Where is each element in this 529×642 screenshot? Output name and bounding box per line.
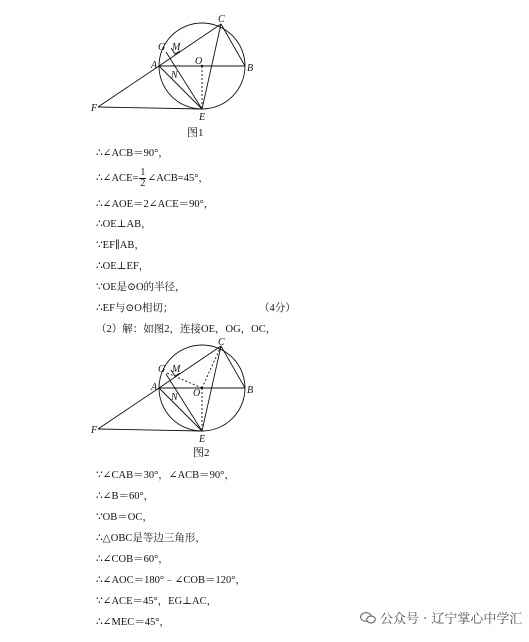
label-o: O (193, 388, 201, 399)
label-g: G (158, 364, 166, 375)
figure-1-caption: 图1 (187, 127, 204, 139)
label-a: A (151, 382, 158, 393)
solution-line-15: ∴∠AOC＝180°﹣∠COB＝120°， (96, 575, 246, 586)
label-f: F (91, 425, 98, 436)
label-c: C (218, 14, 225, 25)
label-n: N (171, 392, 178, 403)
fraction-half (139, 168, 146, 189)
label-m: M (172, 364, 181, 375)
watermark-text: 公众号 · 辽宁掌心中学汇 (380, 612, 523, 627)
solution-line-13: ∴△OBC是等边三角形， (96, 533, 206, 544)
solution-line-12: ∵OB＝OC， (96, 512, 153, 523)
label-b: B (247, 385, 254, 396)
solution-line-1: ∴∠ACB＝90°， (96, 148, 169, 159)
wechat-watermark (360, 608, 522, 627)
label-a: A (151, 60, 158, 71)
label-o: O (195, 56, 203, 67)
geometry-diagram-2 (88, 338, 258, 446)
solution-line-9: （2）解：如图2，连接OE，OG，OC， (96, 324, 277, 335)
solution-line-6: ∴OE⊥EF， (96, 261, 150, 272)
label-g: G (158, 42, 166, 53)
solution-line-8 (96, 300, 296, 315)
solution-line-16: ∵∠ACE＝45°，EG⊥AC， (96, 596, 218, 607)
label-e: E (199, 434, 206, 445)
solution-line-14: ∴∠COB＝60°， (96, 554, 169, 565)
label-b: B (247, 63, 254, 74)
figure-1 (88, 14, 258, 122)
solution-line-2 (96, 168, 209, 189)
label-m: M (172, 42, 181, 53)
figure-2 (88, 338, 258, 446)
solution-line-7: ∵OE是⊙O的半径， (96, 282, 186, 293)
line-2-prefix: ∴∠ACE= (96, 172, 139, 184)
solution-line-3: ∴∠AOE＝2∠ACE＝90°， (96, 199, 215, 210)
score-label: （4分） (259, 303, 296, 314)
solution-line-10: ∵∠CAB＝30°，∠ACB＝90°， (96, 470, 235, 481)
solution-line-11: ∴∠B＝60°， (96, 491, 155, 502)
line-2-suffix: ∠ACB=45°， (147, 172, 209, 184)
label-f: F (91, 103, 98, 114)
wechat-icon (360, 612, 376, 624)
label-e: E (199, 112, 206, 122)
line-8-text: ∴EF与⊙O相切； (96, 303, 174, 314)
solution-line-4: ∴OE⊥AB， (96, 219, 152, 230)
figure-2-caption: 图2 (193, 447, 210, 459)
label-n: N (171, 70, 178, 81)
solution-line-17: ∴∠MEC＝45°， (96, 617, 170, 628)
solution-line-5: ∵EF∥AB， (96, 240, 145, 251)
fraction-denominator: 2 (140, 178, 146, 189)
label-c: C (218, 338, 225, 348)
geometry-diagram-1 (88, 14, 258, 122)
fraction-numerator: 1 (140, 167, 146, 178)
